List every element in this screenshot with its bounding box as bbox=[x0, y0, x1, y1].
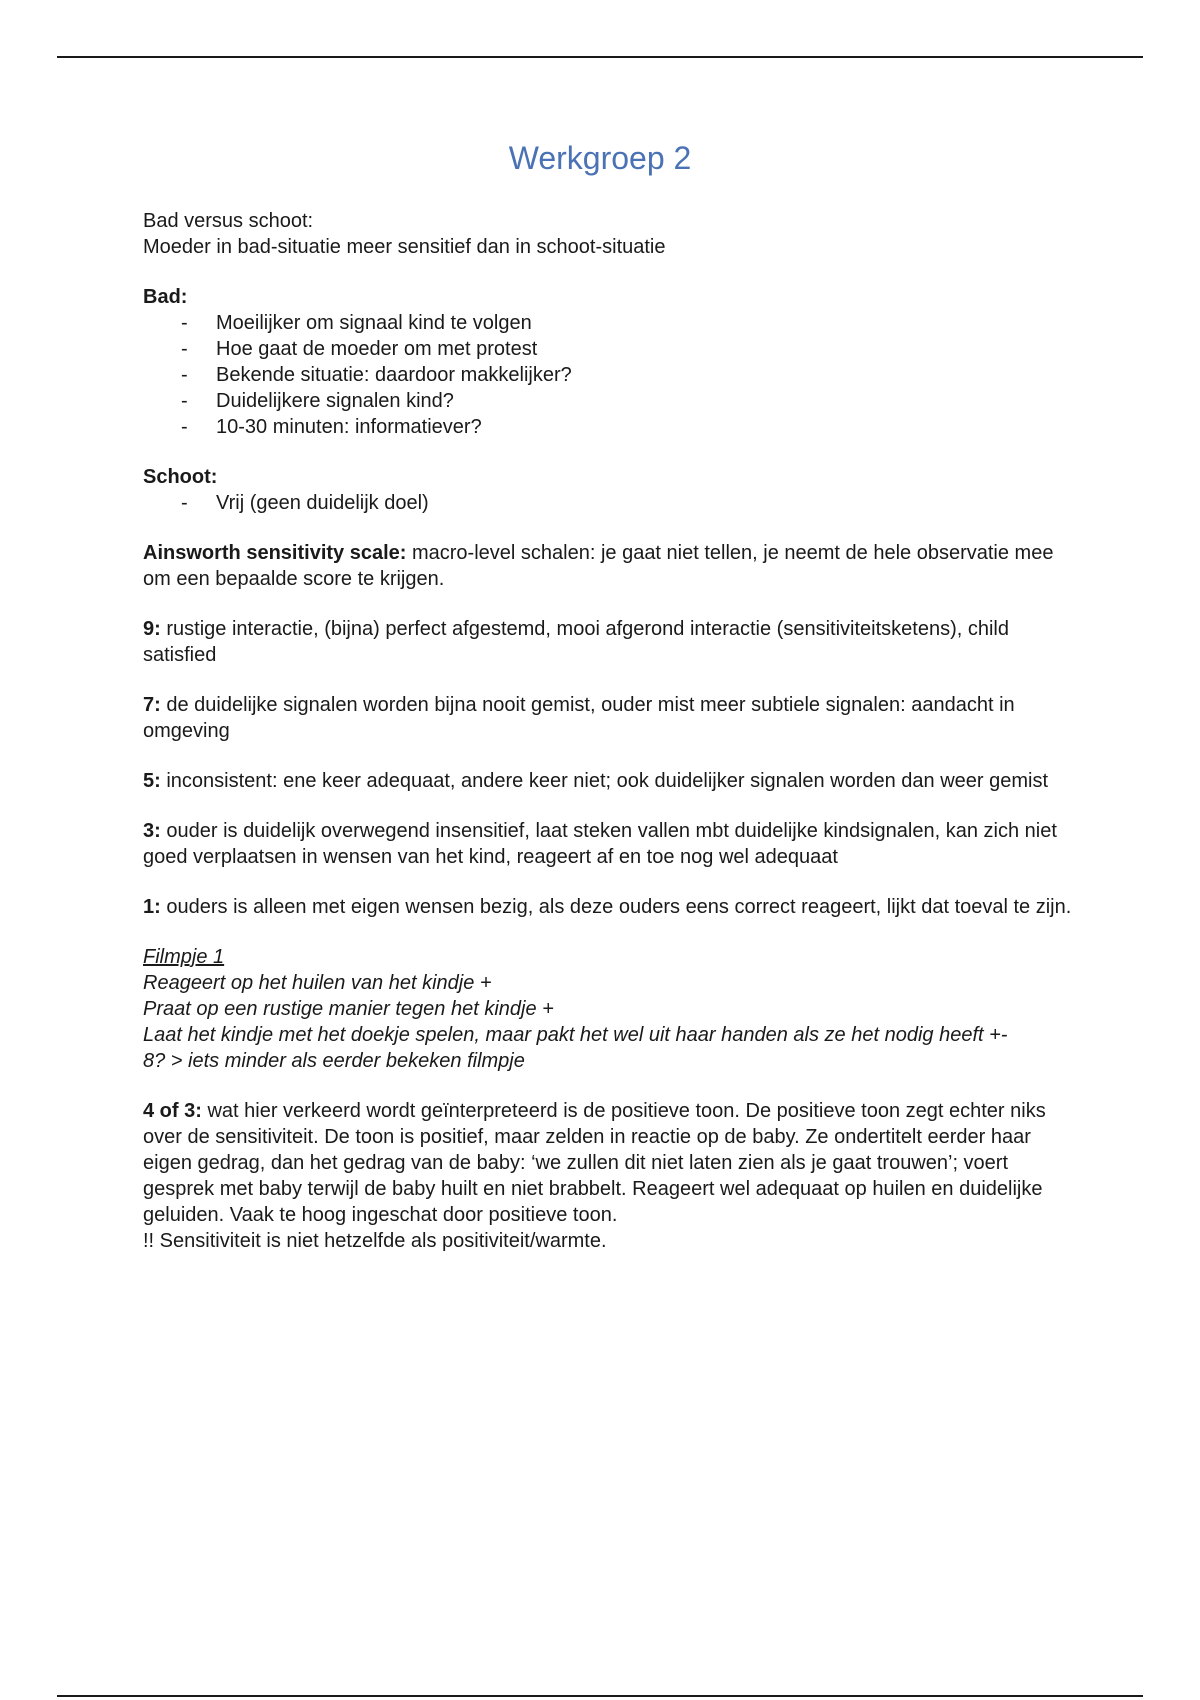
score-text: inconsistent: ene keer adequaat, andere keer niet; ook duidelijker signalen worden dan weer gemist bbox=[160, 770, 1049, 792]
score-paragraph bbox=[143, 616, 1073, 668]
score-label: 7: bbox=[143, 694, 161, 716]
list-item: - 10-30 minuten: informatiever? bbox=[143, 414, 1073, 440]
score-label: 9: bbox=[143, 618, 161, 640]
filmpje-heading: Filmpje 1 bbox=[143, 946, 225, 968]
filmpje-line: Reageert op het huilen van het kindje + bbox=[143, 972, 492, 994]
filmpje-line: 8? > iets minder als eerder bekeken filmpje bbox=[143, 1050, 525, 1072]
filmpje-line: Laat het kindje met het doekje spelen, maar pakt het wel uit haar handen als ze het nodig heeft +- bbox=[143, 1024, 1008, 1046]
conclusion-paragraph bbox=[143, 1098, 1073, 1228]
conclusion-label: 4 of 3: bbox=[143, 1100, 202, 1122]
conclusion-note: !! Sensitiviteit is niet hetzelfde als positiviteit/warmte. bbox=[143, 1230, 607, 1252]
schoot-list bbox=[143, 490, 1073, 516]
score-paragraph bbox=[143, 692, 1073, 744]
intro-line: Moeder in bad-situatie meer sensitief dan in schoot-situatie bbox=[143, 236, 666, 258]
intro-line: Bad versus schoot: bbox=[143, 210, 314, 232]
score-paragraph bbox=[143, 894, 1073, 920]
score-text: ouder is duidelijk overwegend insensitief, laat steken vallen mbt duidelijke kindsignalen, kan zich niet goed verplaatsen in wensen van het kind, reageert af en toe nog wel adequaat bbox=[143, 820, 1057, 868]
document-body bbox=[143, 208, 1073, 1254]
header-rule bbox=[57, 56, 1143, 58]
list-item: - Duidelijkere signalen kind? bbox=[143, 388, 1073, 414]
score-label: 5: bbox=[143, 770, 161, 792]
score-label: 3: bbox=[143, 820, 161, 842]
list-item: - Moeilijker om signaal kind te volgen bbox=[143, 310, 1073, 336]
score-paragraph bbox=[143, 818, 1073, 870]
ainsworth-text: macro-level schalen: je gaat niet tellen, je neemt de hele observatie mee om een bepaalde score te krijgen. bbox=[143, 542, 1054, 590]
list-item: - Bekende situatie: daardoor makkelijker? bbox=[143, 362, 1073, 388]
score-text: de duidelijke signalen worden bijna nooit gemist, ouder mist meer subtiele signalen: aandacht in omgeving bbox=[143, 694, 1015, 742]
bad-list bbox=[143, 310, 1073, 440]
schoot-heading: Schoot: bbox=[143, 466, 218, 488]
score-paragraph bbox=[143, 768, 1073, 794]
conclusion-text: wat hier verkeerd wordt geïnterpreteerd is de positieve toon. De positieve toon zegt echter niks over de sensitiviteit. De toon is positief, maar zelden in reactie op de baby. Ze ondertitelt eerder haar eigen gedrag, dan het gedrag van de baby: ‘we zullen dit niet laten zien als je gaat trouwen’; voert gesprek met baby terwijl de baby huilt en niet brabbelt. Reageert wel adequaat op huilen en duidelijke geluiden. Vaak te hoog ingeschat door positieve toon. bbox=[143, 1100, 1046, 1226]
footer-rule bbox=[57, 1695, 1143, 1697]
list-item: - Vrij (geen duidelijk doel) bbox=[143, 490, 1073, 516]
score-text: ouders is alleen met eigen wensen bezig, als deze ouders eens correct reageert, lijkt dat toeval te zijn. bbox=[160, 896, 1072, 918]
bad-heading: Bad: bbox=[143, 286, 188, 308]
page-title: Werkgroep 2 bbox=[508, 140, 692, 176]
ainsworth-paragraph bbox=[143, 540, 1073, 592]
score-text: rustige interactie, (bijna) perfect afgestemd, mooi afgerond interactie (sensitiviteitsketens), child satisfied bbox=[143, 618, 1009, 666]
filmpje-line: Praat op een rustige manier tegen het kindje + bbox=[143, 998, 554, 1020]
ainsworth-label: Ainsworth sensitivity scale: bbox=[143, 542, 407, 564]
list-item: - Hoe gaat de moeder om met protest bbox=[143, 336, 1073, 362]
score-label: 1: bbox=[143, 896, 161, 918]
